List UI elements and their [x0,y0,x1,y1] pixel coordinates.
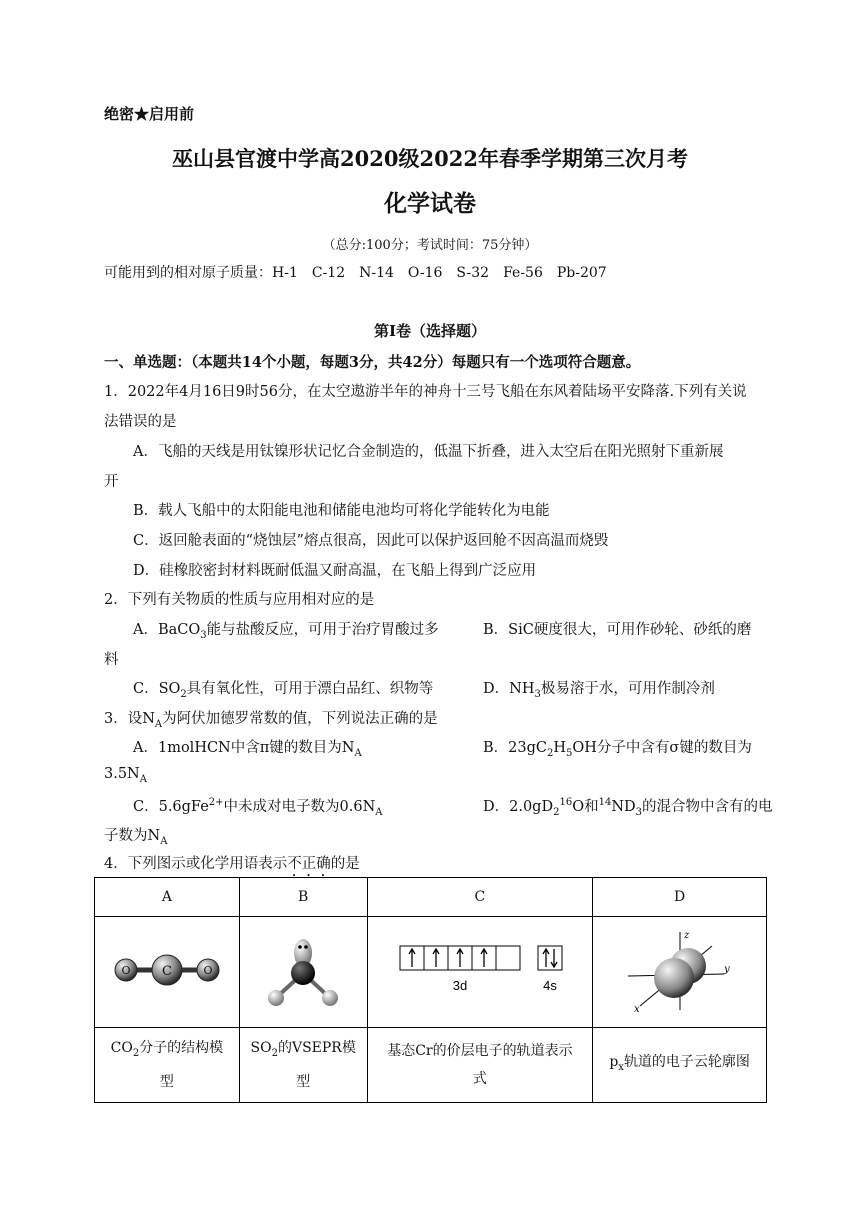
exam-info: （总分:100分；考试时间：75分钟） [322,238,538,253]
header-b: B [239,878,367,917]
q3-option-b-line1: B．$23gC_2H_5OH$分子中含有σ键的数目为 [483,740,752,759]
confidential-mark: 绝密★启用前 [104,105,195,123]
px-orbital-figure [620,924,740,1016]
caption-c: 基态Cr的价层电子的轨道表示 式 [367,1028,593,1103]
q2-option-b-line1: B．SiC硬度很大，可用作砂轮、砂纸的磨 [483,622,752,638]
table-caption-row [95,1028,767,1103]
so2-vsepr-figure [263,925,343,1015]
emphasized-not-correct: 不正确 [287,856,331,872]
axis-z-label: z [683,930,689,941]
table-image-row [95,917,767,1028]
q3-option-a: A．1molHCN中含π键的数目为$N_A$ [133,740,362,759]
q3-stem: 3．设$N_A$为阿伏加德罗常数的值，下列说法正确的是 [104,711,438,730]
q4-options-table [94,877,767,1103]
axis-x-label: x [633,1004,640,1015]
co2-ball-model-figure [112,950,222,990]
caption-a: $CO_2$分子的结构模 型 [95,1028,240,1103]
label-3d: 3d [452,978,468,993]
section-title: 一、单选题：（本题共14个小题，每题3分，共42分）每题只有一个选项符合题意。 [104,354,641,371]
q1-option-a-line1: A．飞船的天线是用钛镍形状记忆合金制造的，低温下折叠，进入太空后在阳光照射下重新展 [133,444,724,460]
q1-option-a-line2: 开 [104,474,119,490]
q1-option-b: B．载人飞船中的太阳能电池和储能电池均可将化学能转化为电能 [133,503,550,519]
q2-option-a: A．BaCO$_3$能与盐酸反应，可用于治疗胃酸过多 [133,622,439,641]
q2-stem: 2．下列有关物质的性质与应用相对应的是 [104,592,375,608]
q2-option-c: C．$SO_2$具有氧化性，可用于漂白品红、织物等 [133,681,434,700]
q1-option-d: D．硅橡胶密封材料既耐低温又耐高温，在飞船上得到广泛应用 [133,563,537,579]
q4-stem: 4．下列图示或化学用语表示不正确的是 [104,856,360,872]
svg-text:O: O [203,964,213,977]
q2-option-b-line2: 料 [104,652,119,668]
q1-stem-line1: 1．2022年4月16日9时56分，在太空遨游半年的神舟十三号飞船在东风着陆场平安降落.下列有关说 [104,384,747,400]
axis-y-label: y [723,964,730,975]
exam-title: 巫山县官渡中学高2020级2022年春季学期第三次月考 [172,146,688,171]
q3-option-b-line2: $3.5N_A$ [104,766,147,785]
label-4s: 4s [543,978,557,993]
svg-text:C: C [161,964,172,979]
table-header-row [95,878,767,917]
so2-model-cell [239,917,367,1028]
q3-option-d-line1: D．$2.0gD_2^{16}O$和$^{14}ND_3$的混合物中含有的电 [483,797,773,818]
header-d: D [593,878,767,917]
q2-option-d: D．$NH_3$极易溶于水，可用作制冷剂 [483,681,715,700]
atomic-masses: 可能用到的相对原子质量：H-1 C-12 N-14 O-16 S-32 Fe-56 Pb-207 [104,265,607,281]
header-a: A [95,878,240,917]
q1-stem-line2: 法错误的是 [104,414,177,430]
caption-d: $p_x$轨道的电子云轮廓图 [593,1028,767,1103]
svg-text:O: O [121,964,131,977]
px-orbital-cell [593,917,767,1028]
co2-model-cell [95,917,240,1028]
q3-option-c: C．5.6gFe$^{2+}$中未成对电子数为$0.6N_A$ [133,797,383,818]
subject-title: 化学试卷 [384,190,476,217]
caption-b: $SO_2$的VSEPR模 型 [239,1028,367,1103]
q3-option-d-line2: 子数为$N_A$ [104,828,168,847]
cr-orbital-cell [367,917,593,1028]
volume-title: 第Ⅰ卷（选择题） [373,322,487,340]
q1-option-c: C．返回舱表面的“烧蚀层”熔点很高，因此可以保护返回舱不因高温而烧毁 [133,533,609,549]
cr-orbital-diagram [395,940,565,1000]
header-c: C [367,878,593,917]
